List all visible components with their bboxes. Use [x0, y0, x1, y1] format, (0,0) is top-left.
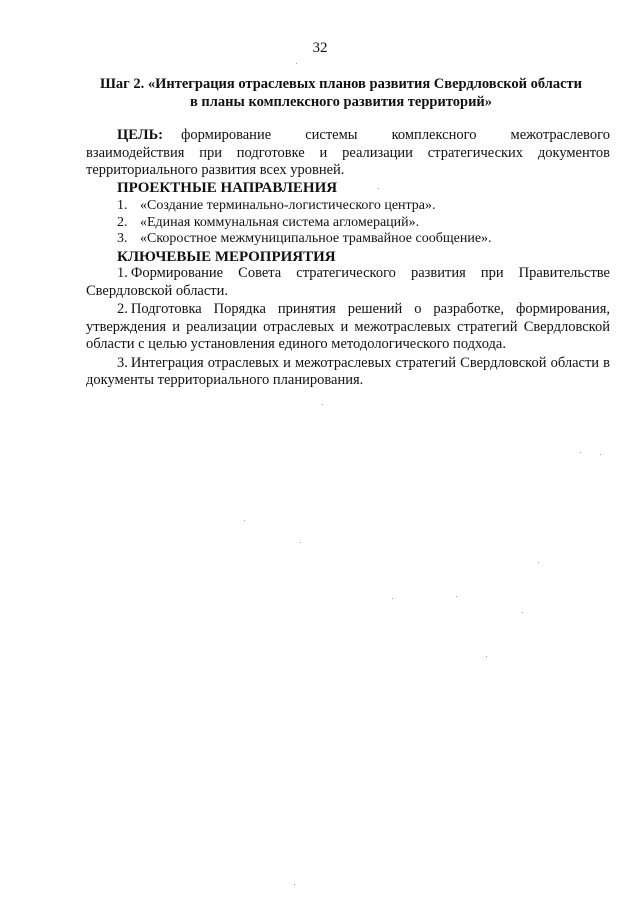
project-directions-list: [117, 198, 597, 248]
scan-speck: [296, 63, 297, 64]
scan-speck: [300, 542, 301, 543]
project-directions-heading: ПРОЕКТНЫЕ НАПРАВЛЕНИЯ: [117, 180, 338, 196]
section-title: [80, 75, 602, 111]
event-text: Интеграция отраслевых и межотраслевых стратегий Свердловской области в документы территориального планирования.: [86, 354, 610, 388]
event-number: 3.: [117, 354, 128, 371]
list-item: [117, 198, 597, 215]
key-events-heading: КЛЮЧЕВЫЕ МЕРОПРИЯТИЯ: [117, 249, 336, 265]
scan-speck: [322, 404, 323, 405]
scan-speck: [600, 454, 601, 455]
event-paragraph: [86, 355, 610, 390]
list-item: [117, 215, 597, 232]
event-text: Подготовка Порядка принятия решений о разработке, формирования, утверждения и реализации отраслевых и межотраслевых стратегий Свердловской области с целью установления единого методологического подхода.: [86, 301, 610, 352]
scan-speck: [580, 452, 581, 453]
page-number: 32: [312, 40, 328, 56]
scan-speck: [378, 188, 379, 189]
scan-speck: [522, 612, 523, 613]
list-item: [117, 231, 597, 248]
scan-speck: [456, 596, 457, 597]
list-item-text: «Единая коммунальная система агломераций».: [140, 214, 420, 230]
list-item-number: 1.: [117, 198, 128, 213]
list-item-number: 2.: [117, 214, 128, 230]
scan-speck: [486, 656, 487, 657]
section-title-line-1: Шаг 2. «Интеграция отраслевых планов развития Свердловской области: [99, 76, 583, 92]
key-events-list: [86, 265, 610, 391]
scan-speck: [294, 884, 295, 885]
goal-paragraph: [86, 127, 610, 180]
scan-speck: [538, 562, 539, 563]
goal-text: формирование системы комплексного межотраслевого взаимодействия при подготовке и реализации стратегических документов территориального развития всех уровней.: [86, 127, 610, 178]
scan-speck: [392, 598, 393, 599]
section-title-line-2: в планы комплексного развития территорий»: [189, 94, 493, 110]
list-item-text: «Создание терминально-логистического центра».: [140, 198, 436, 213]
list-item-number: 3.: [117, 231, 128, 246]
event-paragraph: [86, 301, 610, 354]
list-item-text: «Скоростное межмуниципальное трамвайное сообщение».: [140, 231, 492, 246]
goal-label: ЦЕЛЬ:: [117, 127, 163, 143]
scan-speck: [244, 520, 245, 521]
event-number: 1.: [117, 265, 128, 281]
event-number: 2.: [117, 301, 128, 317]
event-paragraph: [86, 265, 610, 300]
event-text: Формирование Совета стратегического развития при Правительстве Свердловской области.: [86, 265, 610, 299]
